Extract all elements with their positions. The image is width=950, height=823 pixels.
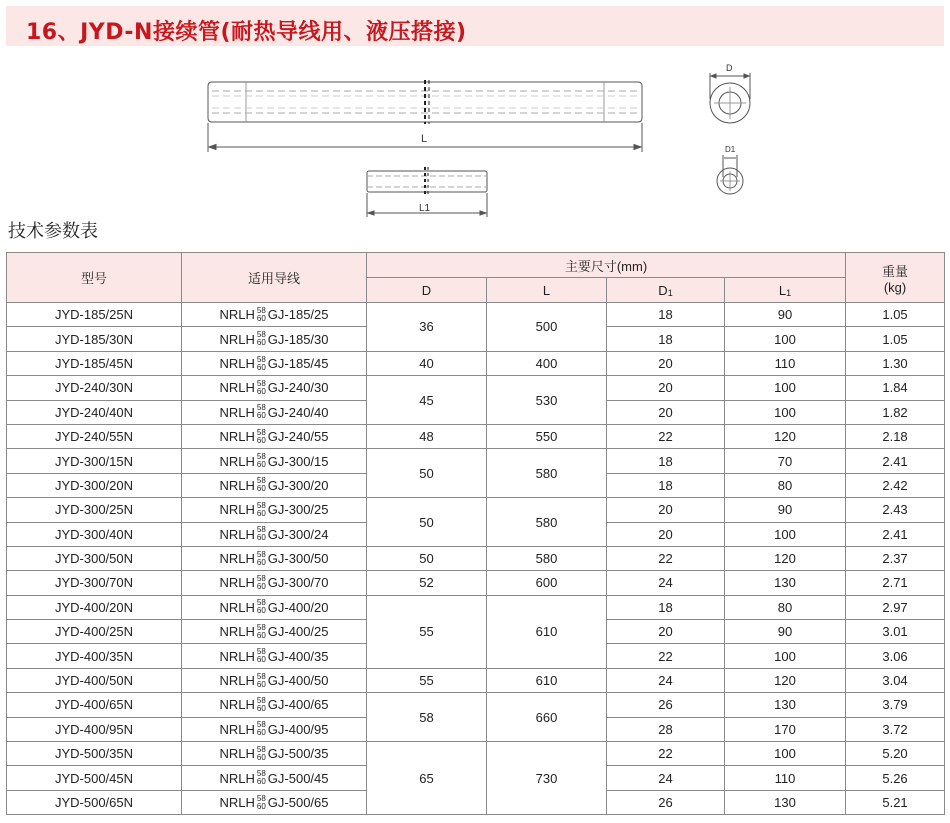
conductor-prefix: NRLH <box>219 355 255 371</box>
cell-D: 65 <box>367 742 487 815</box>
fraction-bottom: 60 <box>256 655 266 665</box>
cell-model: JYD-300/25N <box>7 498 182 522</box>
cell-L1: 170 <box>725 717 846 741</box>
cell-D: 55 <box>367 668 487 692</box>
cell-conductor <box>182 644 367 668</box>
cell-model: JYD-300/50N <box>7 546 182 570</box>
fraction-bottom: 60 <box>256 557 266 567</box>
conductor-spec: GJ-400/65 <box>267 697 329 713</box>
table-row <box>7 742 945 766</box>
header-L1-sub: 1 <box>786 287 792 298</box>
conductor-prefix: NRLH <box>219 429 255 445</box>
header-D1-sub: 1 <box>667 287 673 298</box>
conductor-spec: GJ-240/40 <box>267 404 329 420</box>
fraction-bottom: 60 <box>256 313 266 323</box>
cell-weight: 2.97 <box>846 595 945 619</box>
fraction-bottom: 60 <box>256 386 266 396</box>
cell-conductor <box>182 351 367 375</box>
fraction-top: 58 <box>256 476 266 486</box>
header-weight-unit: (kg) <box>883 279 907 295</box>
conductor-spec: GJ-500/35 <box>267 746 329 762</box>
conductor-fraction <box>257 648 266 664</box>
conductor-prefix: NRLH <box>219 673 255 689</box>
fraction-bottom: 60 <box>256 411 266 421</box>
cell-D: 45 <box>367 376 487 425</box>
cell-model: JYD-300/20N <box>7 473 182 497</box>
header-D1: D1 <box>607 278 725 303</box>
fraction-bottom: 60 <box>256 704 266 713</box>
fraction-top: 58 <box>256 671 266 681</box>
table-row <box>7 571 945 595</box>
cell-L1: 130 <box>725 693 846 717</box>
cell-weight: 2.41 <box>846 449 945 473</box>
fraction-top: 58 <box>256 549 266 559</box>
fraction-bottom: 60 <box>256 533 266 543</box>
conductor-fraction <box>257 429 266 445</box>
conductor-prefix: NRLH <box>219 526 255 542</box>
cell-model: JYD-400/50N <box>7 668 182 692</box>
conductor-prefix: NRLH <box>219 795 255 810</box>
cell-D: 52 <box>367 571 487 595</box>
spec-table <box>6 252 945 815</box>
conductor-prefix: NRLH <box>219 404 255 420</box>
cell-conductor <box>182 546 367 570</box>
conductor-prefix: NRLH <box>219 307 255 323</box>
cell-model: JYD-185/45N <box>7 351 182 375</box>
cell-L1: 70 <box>725 449 846 473</box>
table-row <box>7 424 945 448</box>
cell-L1: 120 <box>725 424 846 448</box>
cell-D: 50 <box>367 449 487 498</box>
cell-weight: 2.71 <box>846 571 945 595</box>
cell-model: JYD-500/35N <box>7 742 182 766</box>
fraction-bottom: 60 <box>256 630 266 640</box>
cell-D1: 24 <box>607 668 725 692</box>
cell-model: JYD-500/45N <box>7 766 182 790</box>
fraction-top: 58 <box>256 744 266 754</box>
cell-D1: 20 <box>607 522 725 546</box>
fraction-bottom: 60 <box>256 484 266 494</box>
conductor-prefix: NRLH <box>219 648 255 664</box>
cell-L1: 90 <box>725 498 846 522</box>
cell-weight: 3.06 <box>846 644 945 668</box>
table-row <box>7 351 945 375</box>
header-weight-label: 重量 <box>882 263 909 279</box>
conductor-fraction <box>257 721 266 737</box>
fraction-top: 58 <box>256 769 266 779</box>
cell-conductor <box>182 790 367 814</box>
header-main-dims: 主要尺寸(mm) <box>367 253 846 278</box>
cell-weight: 5.21 <box>846 790 945 814</box>
cell-model: JYD-400/65N <box>7 693 182 717</box>
cell-D1: 18 <box>607 327 725 351</box>
cell-D: 50 <box>367 546 487 570</box>
cell-conductor <box>182 376 367 400</box>
cell-weight: 3.79 <box>846 693 945 717</box>
conductor-spec: GJ-300/70 <box>267 575 329 591</box>
cell-L1: 110 <box>725 766 846 790</box>
cell-weight: 2.43 <box>846 498 945 522</box>
conductor-spec: GJ-400/50 <box>267 673 329 689</box>
cell-D1: 20 <box>607 376 725 400</box>
cell-conductor <box>182 595 367 619</box>
cell-D1: 20 <box>607 498 725 522</box>
conductor-spec: GJ-400/35 <box>267 648 329 664</box>
cell-D1: 18 <box>607 473 725 497</box>
conductor-prefix: NRLH <box>219 502 255 518</box>
label-D: D <box>726 63 733 73</box>
fraction-bottom: 60 <box>256 435 266 445</box>
fraction-bottom: 60 <box>256 679 266 689</box>
cell-conductor <box>182 449 367 473</box>
cell-weight: 2.41 <box>846 522 945 546</box>
cell-model: JYD-500/65N <box>7 790 182 814</box>
cell-D1: 26 <box>607 790 725 814</box>
conductor-spec: GJ-300/15 <box>267 453 329 469</box>
cell-model: JYD-400/20N <box>7 595 182 619</box>
cell-conductor <box>182 303 367 327</box>
conductor-fraction <box>257 307 266 323</box>
cell-weight: 1.05 <box>846 303 945 327</box>
cell-L1: 130 <box>725 790 846 814</box>
cell-D1: 20 <box>607 400 725 424</box>
cell-L1: 100 <box>725 644 846 668</box>
cell-D1: 20 <box>607 620 725 644</box>
cell-L: 530 <box>487 376 607 425</box>
cell-L: 610 <box>487 668 607 692</box>
conductor-fraction <box>257 526 266 542</box>
fraction-bottom: 60 <box>256 460 266 470</box>
conductor-fraction <box>257 795 266 811</box>
conductor-fraction <box>257 380 266 396</box>
conductor-spec: GJ-185/45 <box>267 355 329 371</box>
cell-model: JYD-185/30N <box>7 327 182 351</box>
fraction-top: 58 <box>256 403 266 413</box>
conductor-fraction <box>257 697 266 713</box>
cell-weight: 1.84 <box>846 376 945 400</box>
conductor-spec: GJ-300/24 <box>267 526 329 542</box>
technical-drawings <box>0 55 950 225</box>
cell-L1: 80 <box>725 473 846 497</box>
cell-model: JYD-300/70N <box>7 571 182 595</box>
cell-conductor <box>182 766 367 790</box>
header-row-1 <box>7 253 945 278</box>
fraction-top: 58 <box>256 720 266 730</box>
table-row <box>7 668 945 692</box>
cell-L1: 100 <box>725 400 846 424</box>
cell-D1: 18 <box>607 303 725 327</box>
cell-model: JYD-240/55N <box>7 424 182 448</box>
conductor-prefix: NRLH <box>219 624 255 640</box>
cell-D: 55 <box>367 595 487 668</box>
conductor-prefix: NRLH <box>219 575 255 591</box>
fraction-top: 58 <box>256 452 266 462</box>
cell-model: JYD-240/40N <box>7 400 182 424</box>
conductor-spec: GJ-240/30 <box>267 380 329 396</box>
conductor-fraction <box>257 624 266 640</box>
conductor-fraction <box>257 502 266 518</box>
conductor-prefix: NRLH <box>219 770 255 786</box>
cell-weight: 3.04 <box>846 668 945 692</box>
cell-L1: 100 <box>725 742 846 766</box>
header-L: L <box>487 278 607 303</box>
conductor-prefix: NRLH <box>219 599 255 615</box>
fraction-top: 58 <box>256 647 266 657</box>
title-bar <box>6 6 944 46</box>
cell-D1: 20 <box>607 351 725 375</box>
cell-D1: 18 <box>607 595 725 619</box>
cell-weight: 1.82 <box>846 400 945 424</box>
cell-weight: 2.37 <box>846 546 945 570</box>
cell-conductor <box>182 571 367 595</box>
cell-L: 610 <box>487 595 607 668</box>
table-row <box>7 449 945 473</box>
label-L: L <box>421 133 428 145</box>
cell-L: 550 <box>487 424 607 448</box>
cell-conductor <box>182 473 367 497</box>
cell-L1: 90 <box>725 620 846 644</box>
cell-D: 40 <box>367 351 487 375</box>
table-row <box>7 595 945 619</box>
fraction-top: 58 <box>256 793 266 803</box>
cell-model: JYD-300/15N <box>7 449 182 473</box>
cell-L: 660 <box>487 693 607 742</box>
cell-D: 48 <box>367 424 487 448</box>
cell-L1: 130 <box>725 571 846 595</box>
cell-L1: 100 <box>725 376 846 400</box>
cell-weight: 2.42 <box>846 473 945 497</box>
end-view-core <box>717 155 743 194</box>
cell-D1: 18 <box>607 449 725 473</box>
fraction-bottom: 60 <box>256 801 266 811</box>
fraction-top: 58 <box>256 305 266 315</box>
label-D1: D1 <box>725 145 736 154</box>
cell-D1: 22 <box>607 546 725 570</box>
cell-conductor <box>182 742 367 766</box>
conductor-prefix: NRLH <box>219 331 255 347</box>
cell-weight: 1.05 <box>846 327 945 351</box>
cell-weight: 5.20 <box>846 742 945 766</box>
conductor-spec: GJ-400/25 <box>267 624 329 640</box>
cell-conductor <box>182 498 367 522</box>
conductor-prefix: NRLH <box>219 453 255 469</box>
header-D: D <box>367 278 487 303</box>
cell-conductor <box>182 327 367 351</box>
conductor-spec: GJ-240/55 <box>267 429 329 445</box>
conductor-fraction <box>257 575 266 591</box>
fraction-bottom: 60 <box>256 508 266 518</box>
cell-model: JYD-185/25N <box>7 303 182 327</box>
table-row <box>7 693 945 717</box>
conductor-fraction <box>257 599 266 615</box>
header-weight <box>846 253 945 303</box>
cell-D1: 22 <box>607 644 725 668</box>
conductor-spec: GJ-300/20 <box>267 477 329 493</box>
conductor-spec: GJ-500/45 <box>267 770 329 786</box>
conductor-spec: GJ-185/25 <box>267 307 329 323</box>
cell-conductor <box>182 424 367 448</box>
conductor-prefix: NRLH <box>219 721 255 737</box>
cell-L1: 100 <box>725 522 846 546</box>
conductor-fraction <box>257 551 266 567</box>
conductor-fraction <box>257 331 266 347</box>
cell-conductor <box>182 717 367 741</box>
cell-D1: 24 <box>607 766 725 790</box>
cell-D1: 22 <box>607 424 725 448</box>
fraction-bottom: 60 <box>256 777 266 787</box>
header-L1: L1 <box>725 278 846 303</box>
conductor-fraction <box>257 770 266 786</box>
end-view-outer <box>710 73 750 123</box>
cell-L: 580 <box>487 546 607 570</box>
fraction-bottom: 60 <box>256 606 266 616</box>
cell-conductor <box>182 620 367 644</box>
conductor-fraction <box>257 746 266 762</box>
fraction-top: 58 <box>256 696 266 705</box>
conductor-prefix: NRLH <box>219 380 255 396</box>
fraction-top: 58 <box>256 525 266 535</box>
cell-model: JYD-400/25N <box>7 620 182 644</box>
fraction-bottom: 60 <box>256 338 266 348</box>
cell-weight: 1.30 <box>846 351 945 375</box>
fraction-bottom: 60 <box>256 582 266 592</box>
fraction-bottom: 60 <box>256 752 266 762</box>
conductor-spec: GJ-400/20 <box>267 599 329 615</box>
fraction-bottom: 60 <box>256 728 266 738</box>
conductor-fraction <box>257 356 266 372</box>
cell-L1: 120 <box>725 668 846 692</box>
cell-model: JYD-400/35N <box>7 644 182 668</box>
cell-L: 600 <box>487 571 607 595</box>
cell-weight: 3.72 <box>846 717 945 741</box>
cell-L1: 110 <box>725 351 846 375</box>
conductor-prefix: NRLH <box>219 697 255 713</box>
cell-conductor <box>182 522 367 546</box>
cell-L1: 120 <box>725 546 846 570</box>
cell-conductor <box>182 668 367 692</box>
conductor-spec: GJ-500/65 <box>267 795 329 810</box>
spec-table-body <box>7 303 945 815</box>
cell-L: 580 <box>487 449 607 498</box>
fraction-top: 58 <box>256 354 266 364</box>
conductor-prefix: NRLH <box>219 746 255 762</box>
fraction-top: 58 <box>256 330 266 340</box>
conductor-spec: GJ-300/25 <box>267 502 329 518</box>
header-model: 型号 <box>7 253 182 303</box>
fraction-top: 58 <box>256 427 266 437</box>
header-conductor: 适用导线 <box>182 253 367 303</box>
cell-conductor <box>182 400 367 424</box>
label-L1: L1 <box>419 203 431 214</box>
cell-L: 500 <box>487 303 607 352</box>
cell-L1: 100 <box>725 327 846 351</box>
cell-L: 580 <box>487 498 607 547</box>
fraction-bottom: 60 <box>256 362 266 372</box>
cell-D1: 22 <box>607 742 725 766</box>
section-heading: 技术参数表 <box>8 221 98 242</box>
fraction-top: 58 <box>256 598 266 608</box>
conductor-prefix: NRLH <box>219 477 255 493</box>
cell-D1: 28 <box>607 717 725 741</box>
cell-D: 58 <box>367 693 487 742</box>
cell-L: 400 <box>487 351 607 375</box>
cell-conductor <box>182 693 367 717</box>
fraction-top: 58 <box>256 574 266 584</box>
cell-L1: 90 <box>725 303 846 327</box>
page-title: 16、JYD-N接续管(耐热导线用、液压搭接) <box>26 20 467 45</box>
fraction-top: 58 <box>256 378 266 388</box>
cell-model: JYD-300/40N <box>7 522 182 546</box>
cell-weight: 3.01 <box>846 620 945 644</box>
conductor-fraction <box>257 404 266 420</box>
cell-D1: 24 <box>607 571 725 595</box>
conductor-spec: GJ-300/50 <box>267 551 329 567</box>
conductor-fraction <box>257 453 266 469</box>
fraction-top: 58 <box>256 500 266 510</box>
cell-D1: 26 <box>607 693 725 717</box>
conductor-spec: GJ-400/95 <box>267 721 329 737</box>
conductor-fraction <box>257 477 266 493</box>
cell-D: 36 <box>367 303 487 352</box>
cell-weight: 5.26 <box>846 766 945 790</box>
cell-weight: 2.18 <box>846 424 945 448</box>
cell-L: 730 <box>487 742 607 815</box>
table-row <box>7 498 945 522</box>
conductor-spec: GJ-185/30 <box>267 331 329 347</box>
cell-L1: 80 <box>725 595 846 619</box>
table-row <box>7 546 945 570</box>
conductor-prefix: NRLH <box>219 551 255 567</box>
cell-D: 50 <box>367 498 487 547</box>
fraction-top: 58 <box>256 622 266 632</box>
conductor-fraction <box>257 673 266 689</box>
table-row <box>7 303 945 327</box>
table-row <box>7 376 945 400</box>
cell-model: JYD-400/95N <box>7 717 182 741</box>
cell-model: JYD-240/30N <box>7 376 182 400</box>
